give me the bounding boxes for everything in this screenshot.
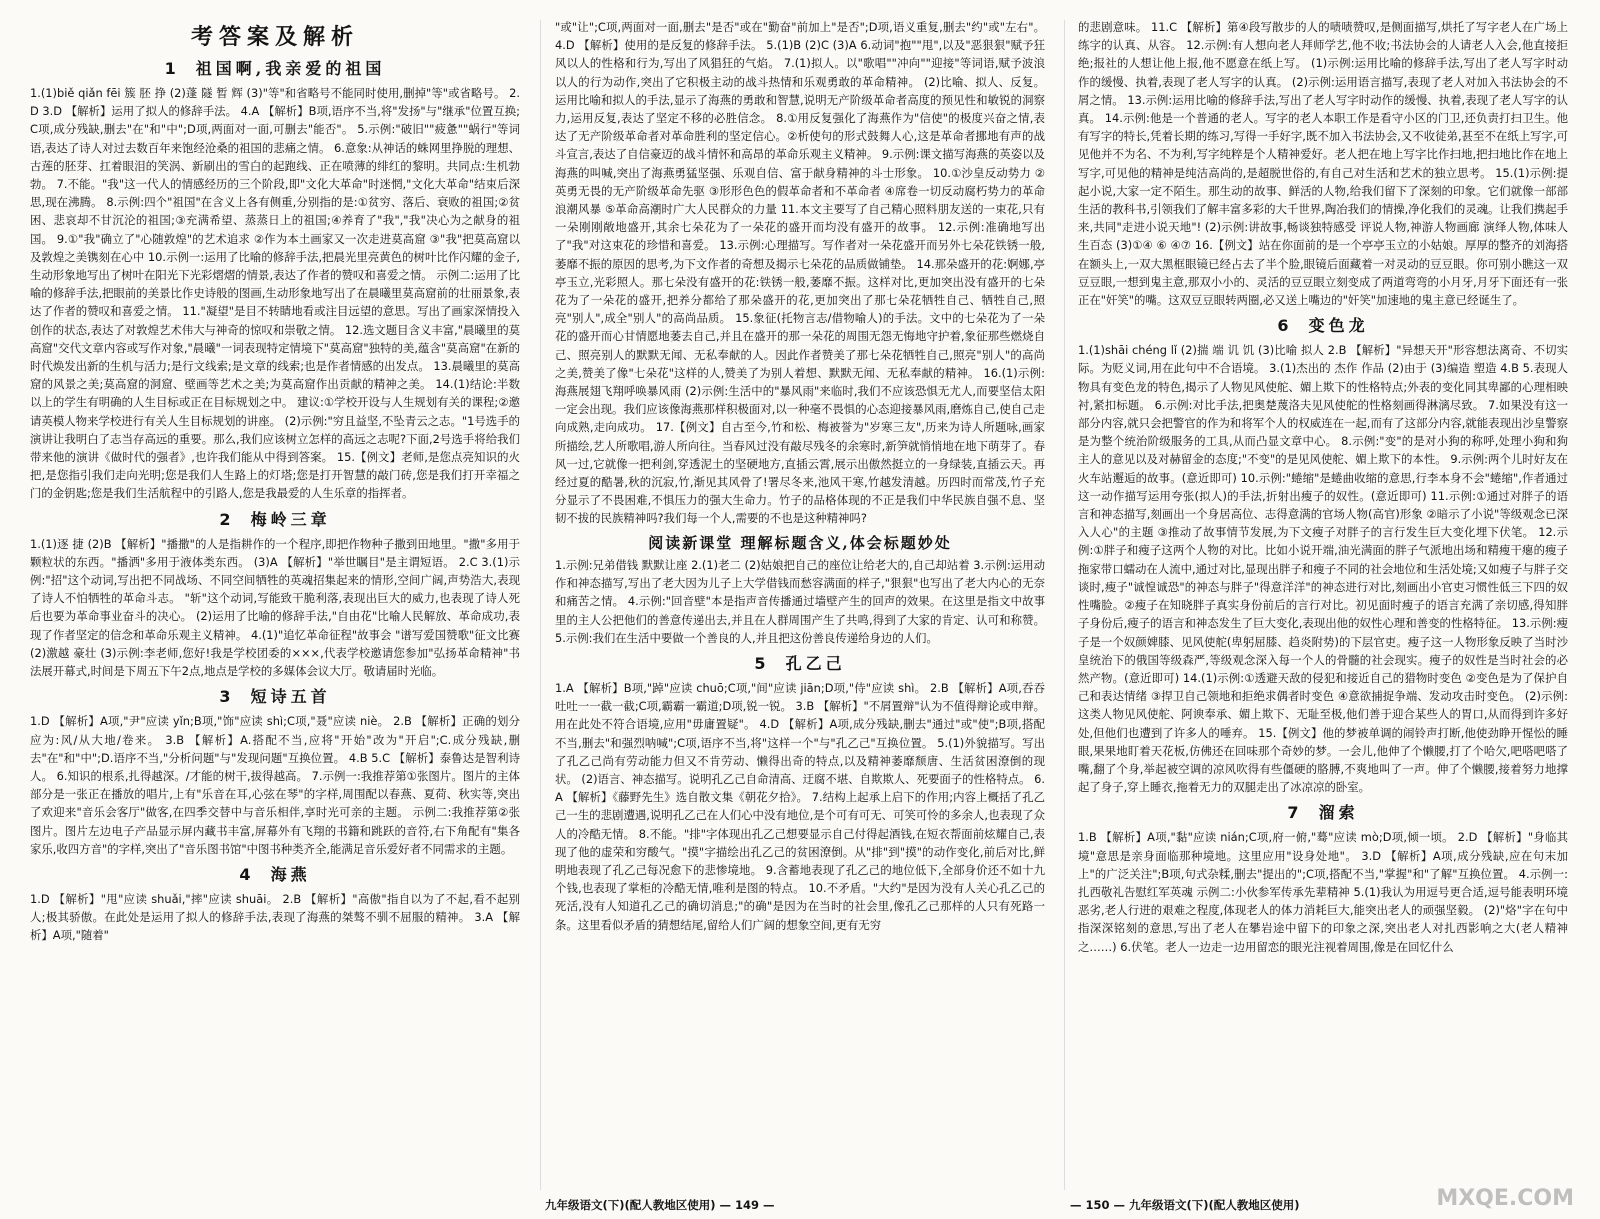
section-2-answers: 1.(1)逐 捷 (2)B 【解析】"播撒"的人是指耕作的一个程序,即把作物种子撒到田地里。"撒"多用于颗粒状的东西。"播洒"多用于液体类东西。 (3)A 【解析】"举世瞩目"是主谓短语。 2.C 3.(1)示例:"招"这个动词,写出把不同战场、不同空间牺牲的英魂招集起来的情形,空间广阔,声势浩大,表现了诗人不怕牺牲的革命斗志。 "斩"这个动词,写能致干脆利落,表现出巨大的威力,也表现了诗人死后也要为革命事业奋斗的决心。 (2)运用了比喻的修辞手法,"自由花"比喻人民解放、革命成功,表现了作者坚定的信念和革命乐观主义精神。 4.(1)"追忆革命征程"故事会 "谱写爱国赞歌"征文比赛 (2)激越 豪壮 (3)示例:李老师,您好!我是学校团委的×××,代表学校邀请您参加"弘扬革命精神"书法展开幕式,时间是下周五下午2点,地点是学校的多媒体会议大厅。敬请届时光临。: [30, 536, 520, 679]
section-4-answers: 1.D 【解析】"甩"应读 shuǎi,"摔"应读 shuāi。 2.B 【解析】"高傲"指自以为了不起,看不起别人;极其骄傲。在此处是运用了拟人的修辞手法,表现了海燕的桀骜不驯不屈服的精神。 3.A 【解析】A项,"随着": [30, 891, 520, 943]
section-6-answers: 1.(1)shāi chéng lǐ (2)揣 端 讥 饥 (3)比喻 拟人 2.B 【解析】"异想天开"形容想法离奇、不切实际。为贬义词,用在此句中不合语境。 3.(1)杰出的 杰作 作品 (2)由于 (3)编造 塑造 4.B 5.表现人物具有变色龙的特色,揭示了人物见风使舵、媚上欺下的性格特点;外表的变化同其卑鄙的心理相映衬,紧扣标题。 6.示例:对比手法,把奥楚蔑洛夫见风使舵的性格刻画得淋漓尽致。 7.如果没有这一部分内容,就只会把警官的作为和将军个人的权威连在一起,而有了这部分内容,就能表现出沙皇警察是为整个统治阶级服务的工具,从而凸显文章中心。 8.示例:"变"的是对小狗的称呼,处理小狗和狗主人的意见以及对赫留金的态度;"不变"的是见风使舵、媚上欺下的本性。 9.示例:两个儿时好友在火车站邂逅的故事。(意近即可) 10.示例:"蜷缩"是蜷曲收缩的意思,行李本身不会"蜷缩",作者通过这一动作描写运用夸张(拟人)的手法,折射出瘦子的奴性。(意近即可) 11.示例:①通过对胖子的语言和神态描写,刻画出一个身居高位、志得意满的官场人物(高官)形象 ②暗示了小说"等级观念已深入人心"的主题 ③推动了故事情节发展,为下文瘦子对胖子的言行发生巨大变化埋下伏笔。 12.示例:①胖子和瘦子这两个人物的对比。比如小说开端,油光满面的胖子气派地出场和精瘦干瘪的瘦子拖家带口蠕动在人流中,通过对比,显现出胖子和瘦子不同的社会地位和生活处境;又如瘦子与胖子交谈时,瘦子"诚惶诚恐"的神态与胖子"得意洋洋"的神态进行对比,刻画出小官吏习惯性低三下四的奴性嘴脸。②瘦子在知晓胖子真实身份前后的言行对比。初见面时瘦子的语言充满了亲切感,得知胖子身份后,瘦子的语言和神态发生了巨大变化,表现出他的奴性心理和善变的性格特征。 13.示例:瘦子是一个奴颜婢膝、见风使舵(卑躬屈膝、趋炎附势)的下层官吏。瘦子这一人物形象反映了当时沙皇统治下的俄国等级森严,等级观念深入每一个人的骨髓的社会现实。瘦子的奴性是当时社会的必然产物。(意近即可) 14.(1)示例:①透避天敌的侵犯和接近自己的猎物时变色 ②变色是为了保护自己和表达情绪 ③捍卫自己领地和拒绝求偶者时变色 ④意欲捕捉争端、发动攻击时变色。 (2)示例:这类人物见风使舵、阿谀奉承、媚上欺下、无耻至极,他们善于迎合某些人的胃口,从而得到许多好处,但他们也遭到了许多人的唾弃。 15.【例文】他的梦被单调的闹铃声打断,他使劲睁开惺忪的睡眼,果果地盯着天花板,仿佛还在回味那个奇妙的梦。一会儿,他伸了个懒腰,打了个哈欠,吧嗒吧嗒了嘴,翻了个身,举起被空调的凉风吹得有些僵硬的胳膊,不爽地叫了一声。伸了个懒腰,接着努力地撑起了身子,穿上睡衣,拖着无力的双腿走出了冰凉凉的卧室。: [1078, 343, 1568, 795]
section-5-answers-cont: 的悲剧意味。 11.C 【解析】第④段写散步的人的啧啧赞叹,是侧面描写,烘托了写字老人在广场上练字的认真、从容。 12.示例:有人想向老人拜师学艺,他不收;书法协会的人请老人入会,他直接拒绝;报社的人想让他上报,他不愿意在纸上写。 (1)示例:运用比喻的修辞手法,写出了老人写字时动作的缓慢、执着,表现了老人写字的认真。 (2)示例:运用语言描写,表现了老人对加入书法协会的不屑之情。 13.示例:运用比喻的修辞手法,写出了老人写字时动作的缓慢、执着,表现了老人写字的认真。 14.示例:他是一个普通的老人。写字的老人本职工作是看守小区的门卫,还负责打扫卫生。他有写字的特长,凭着长期的练习,写得一手好字,既不加入书法协会,又不收徒弟,甚至不在纸上写字,可见他并不为名、不为利,写字纯粹是个人精神爱好。老人把在地上写字比作扫地,把扫地比作在地上写字,可见他的精神是纯洁高尚的,是超脱世俗的,有自己对生活和艺术的独立思考。 15.(1)示例:提起小说,大家一定不陌生。那生动的故事、鲜活的人物,给我们留下了深刻的印象。它们就像一部部生活的教科书,引领我们了解丰富多彩的大千世界,陶冶我们的情操,净化我们的灵魂。让我们携起手来,共同"走进小说天地"! (2)示例:讲故事,畅谈独特感受 评说人物,神游人物画廊 演绎人物,体味人生百态 (3)①④ ⑥ ④⑦ 16.【例文】站在你面前的是一个亭亭玉立的小姑娘。厚厚的整齐的刘海搭在额头上,一双大黑框眼镜已经占去了半个脸,眼镜后面藏着一对灵动的豆豆眼。你可别小瞧这一双豆豆眼,一想到鬼主意,那双小小的、灵活的豆豆眼立刻变成了两道弯弯的小月牙,月牙下面还有一张正在"奸笑"的嘴。这双豆豆眼转两圈,必又送上嘴边的"奸笑"加速地的鬼主意已经诞生了。: [1078, 20, 1568, 308]
section-4-answers-cont: "或"让";C项,两面对一面,删去"是否"或在"勤奋"前加上"是否";D项,语义重复,删去"约"或"左右"。 4.D 【解析】使用的是反复的修辞手法。 5.(1)B (2)C (3)A 6.动词"抱""甩",以及"恶狠狠"赋予狂风以人的性格和行为,写出了风猖狂的气焰。 7.(1)拟人。以"歌唱""冲向""迎接"等词语,赋予波浪以人的行为动作,突出了它积极主动的战斗热情和乐观勇敢的革命精神。 (2)比喻、拟人、反复。运用比喻和拟人的手法,显示了海燕的勇敢和智慧,说明无产阶级革命者高度的预见性和敏锐的洞察力,运用反复,表达了坚定不移的必胜信念。 8.①用反复强化了海燕作为"信使"的极度兴奋之情,表达了无产阶级革命者对革命胜利的坚定信心。②析使句的形式鼓舞人心,这是革命者挪地有声的战斗宣言,表达了自信豪迈的战斗情怀和高昂的革命乐观主义精神。 9.示例:课文描写海燕的英姿以及海燕的叫喊,突出了海燕勇猛坚强、乐观自信、富于献身精神的斗士形象。 10.①沙皇反动势力 ②英勇无畏的无产阶级革命先驱 ③形形色色的假革命者和不革命者 ④席卷一切反动腐朽势力的革命浪潮风暴 ⑤革命高潮时广大人民群众的力量 11.本文主要写了自己精心照料朋友送的一束花,只有一朵刚刚敞地盛开,其余七朵花为了一朵花的盛开而均没有盛开的故事。 12.示例:准确地写出了"我"对这束花的珍惜和喜爱。 13.示例:心理描写。写作者对一朵花盛开而另外七朵花铁锈一般,萎靡不振的原因的思考,为下文作者的奇想及揭示七朵花的品质做铺垫。 14.那朵盛开的花:婀娜,亭亭玉立,光彩照人。那七朵没有盛开的花:铁锈一般,萎靡不振。这样对比,更加突出没有盛开的七朵花为了一朵花的盛开,把养分都给了那朵盛开的花,更加突出了那七朵花牺牲自己、牺牲自己,照亮"别人",成全"别人"的高尚品质。 15.象征(托物言志/借物喻人)的手法。文中的七朵花为了一朵花的盛开而心甘情愿地萎去自己,并且在盛开的那一朵花的周围无怨无悔地守护着,象征那些燃烧自己、照亮别人的默默无闻、无私奉献的人。因此作者赞美了那七朵花牺牲自己,照亮"别人"的高尚之美,赞美了像"七朵花"这样的人,赞美了为别人着想、默默无闻、无私奉献的精神。 16.(1)示例:海燕展翅飞翔呼唤暴风雨 (2)示例:生活中的"暴风雨"来临时,我们不应该恐惧无尤人,而要坚信太阳一定会出现。我们应该像海燕那样积极面对,以一种毫不畏惧的心态迎接暴风雨,磨炼自己,使自己走向成熟,走向成功。 17.【例文】自古至今,竹和松、梅被誉为"岁寒三友",历来为诗人所题咏,画家所描绘,艺人所歌唱,游人所向往。当春风过没有敲尽残冬的余寒时,新笋就悄悄地在地下萌芽了。春风一过,它就像一把利剑,穿透泥土的坚硬地方,直插云霄,展示出傲然挺立的一身绿装,直插云天。再经过夏的酷暑,秋的沉寂,竹,渐见其风骨了!署尽冬来,池风干寒,竹越发清越。历四时而常茂,竹子充分显示了不畏困难,不惧压力的强大生命力。竹子的品格体现的不正是我们中华民族自强不息、坚韧不拔的民族精神吗?我们每一个人,需要的不也是这种精神吗?: [555, 20, 1045, 526]
reading-answers: 1.示例:兄弟借钱 默默让座 2.(1)老二 (2)姑娘把自己的座位让给老大的,自己却站着 3.示例:运用动作和神态描写,写出了老大因为儿子上大学借钱而愁容满面的样子,"狠狠"也写出了老大内心的无奈和痛苦之情。 4.示例:"回音壁"本是指声音传播通过墙壁产生的回声的效果。在这里是指文中故事里的主人公把他们的善意传递出去,并且在人群周围产生了共鸣,得到了大家的肯定、认可和称赞。 5.示例:我们在生活中要做一个善良的人,并且把这份善良传递给身边的人们。: [555, 557, 1045, 645]
section-heading-3: 3 短诗五首: [219, 687, 331, 707]
section-5-answers: 1.A 【解析】B项,"踔"应读 chuō;C项,"间"应读 jiān;D项,"侍"应读 shì。 2.B 【解析】A项,吞吞吐吐一一截一截;C项,霸霸一霸道;D项,锐一锐。 3.B 【解析】"不屑置辩"认为不值得辩论或申辩。用在此处不符合语境,应用"毋庸置疑"。 4.D 【解析】A项,成分残缺,删去"通过"或"使";B项,搭配不当,删去"和强烈呐喊";C项,语序不当,将"这样一个"与"孔乙己"互换位置。 5.(1)外貌描写。写出了孔乙己尚有劳动能力但又不肯劳动、懒得出奇的特点,以及精神萎靡颓唐、生活贫困潦倒的现状。 (2)语言、神态描写。说明孔乙己自命清高、迂腐不堪、自欺欺人、死要面子的性格特点。 6.A 【解析】《藤野先生》选自散文集《朝花夕拾》。 7.结构上起承上启下的作用;内容上概括了孔乙己一生的悲剧遭遇,说明孔乙己在人们心中没有地位,是个可有可无、可笑可怜的多余人,也表现了众人的冷酷无情。 8.不能。"排"字体现出孔乙己想要显示自己付得起酒钱,在短衣帮面前炫耀自己,表现了他的虚荣和穷酸气。"摸"字描绘出孔乙己的贫困潦倒。从"排"到"摸"的动作变化,前后对比,鲜明地表现了孔乙己每况愈下的悲惨境地。 9.含蓄地表现了孔乙己的地位低下,全部身价还不如十九个钱,也表现了掌柜的冷酷无情,唯利是图的特点。 10.不矛盾。"大约"是因为没有人关心孔乙己的死活,没有人知道孔乙己的确切消息;"的确"是因为在当时的社会里,像孔乙己那样的人只有死路一条。这里看似矛盾的猜想结尾,留给人们广阔的想象空间,更有无穷: [555, 680, 1045, 932]
column-middle: [555, 18, 1045, 1188]
reading-band-heading: 阅读新课堂 理解标题含义,体会标题妙处: [648, 533, 952, 552]
page-title: 考答案及解析: [190, 24, 359, 50]
column-divider: [540, 20, 541, 1190]
section-heading-6: 6 变色龙: [1277, 316, 1369, 336]
watermark-logo: MXQE.COM: [1436, 1186, 1574, 1211]
footer-right: — 150 — 九年级语文(下)(配人教地区使用): [1070, 1198, 1300, 1212]
section-1-answers: 1.(1)biě qiǎn fēi 簇 胚 挣 (2)蓬 隧 暂 辉 (3)"等"和省略号不能同时使用,删掉"等"或省略号。 2.D 3.D 【解析】运用了拟人的修辞手法。 4.A 【解析】B项,语序不当,将"发扬"与"继承"位置互换;C项,成分残缺,删去"在"和"中";D项,两面对一面,可删去"能否"。 5.示例:"破旧""疲惫""蜗行"等词语,表达了诗人对过去数百年来饱经沧桑的祖国的悲痛之情。 6.意象:从神话的蛛网里挣脱的理想、古莲的胚芽、扛着眼泪的笑涡、新刷出的雪白的起跑线、正在喷薄的绯红的黎明。共同点:生机勃勃。 7.不能。"我"这一代人的情感经历的三个阶段,即"文化大革命"时迷惘,"文化大革命"结束后深思,现在沸腾。 8.示例:四个"祖国"在含义上各有侧重,分别指的是:①贫穷、落后、衰败的祖国;②贫困、悲哀却不甘沉沦的祖国;③充满希望、蒸蒸日上的祖国;④养育了"我","我"决心为之献身的祖国。 9.①"我"确立了"心随敦煌"的艺术追求 ②作为本土画家又一次走进莫高窟 ③"我"把莫高窟以及敦煌之美镌刻在心中 10.示例一:运用了比喻的修辞手法,把晨光里亮黄色的树叶比作闪耀的金子,生动形象地写出了树叶在阳光下光彩熠熠的情景,表达了作者的赞叹和喜爱之情。 示例二:运用了比喻的修辞手法,把眼前的美景比作史诗般的图画,生动形象地写出了在晨曦里莫高窟前的壮丽景象,表达了作者的赞叹和喜爱之情。 11."凝望"是目不转睛地看或注目远望的意思。写出了画家深情投入创作的状态,表达了对敦煌艺术伟大与神奇的惊叹和崇敬之情。 12.选文题目含义丰富,"晨曦里的莫高窟"交代文章内容或写作对象,"晨曦"一词表现特定情境下"莫高窟"独特的美,蕴含"莫高窟"在新的时代焕发出新的生机与活力;是行文线索;是文章的线索;也是作者情感的出发点。 13.晨曦里的莫高窟的风景之美;莫高窟的洞窟、壁画等艺术之美;为莫高窟作出贡献的精神之美。 14.(1)结论:半数以上的学生有明确的人生目标或正在目标规划之中。 建议:①学校开设与人生规划有关的课程;②邀请英模人物来学校进行有关人生目标规划的讲座。 (2)示例:"穷且益坚,不坠青云之志。"1号选手的演讲让我明白了志当存高远的重要。那么,我们应该树立怎样的高远之志呢?下面,2号选手将给我们带来他的演讲《做时代的强者》,也许我们能从中得到答案。 15.【例文】老师,是您点亮知识的火把,是您指引我们走向光明;您是我们人生路上的灯塔;您是打开智慧的敲门砖,您是我们打开幸福之门的金钥匙;您是我们生活航程中的引路人,您是我最爱的人生乐章的指挥者。: [30, 86, 520, 501]
footer-left: 九年级语文(下)(配人教地区使用) — 149 —: [545, 1198, 775, 1212]
section-7-answers: 1.B 【解析】A项,"黏"应读 nián;C项,府一俯,"蓦"应读 mò;D项,倾一顷。 2.D 【解析】"身临其境"意思是亲身面临那种境地。这里应用"设身处地"。 3.D 【解析】A项,成分残缺,应在句末加上"的广泛关注";B项,句式杂糅,删去"提出的";C项,搭配不当,"掌握"和"了解"互换位置。 4.示例一:扎西敬礼告慰红军英魂 示例二:小伙参军传承先辈精神 5.(1)我认为用逗号更合适,逗号能表明环境恶劣,老人行进的艰难之程度,体现老人的体力消耗巨大,能突出老人的顽强坚毅。 (2)"烙"字在句中指深深铭刻的意思,写出了老人在攀岩途中留下的印象之深,突出老人对扎西影响之大(老人精神之……) 6.伏笔。老人一边走一边用留恋的眼光注视着周围,像是在回忆什么: [1078, 830, 1568, 954]
column-divider: [1064, 20, 1065, 1190]
section-heading-1: 1 祖国啊,我亲爱的祖国: [164, 59, 386, 78]
section-heading-2: 2 梅岭三章: [219, 509, 331, 529]
section-3-answers: 1.D 【解析】A项,"尹"应读 yǐn;B项,"饰"应读 shì;C项,"聂"应读 niè。 2.B 【解析】正确的划分应为:风/从大地/卷来。 3.B 【解析】A.搭配不当,应将"开始"改为"开启";C.成分残缺,删去"在"和"中";D.语序不当,"分析问题"与"发现问题"互换位置。 4.B 5.C 【解析】泰鲁达是智利诗人。 6.知识的根系,扎得越深。/才能的树干,拔得越高。 7.示例一:我推荐第①张图片。图片的主体部分是一张正在播放的唱片,上有"乐音在耳,心弦在琴"的字样,周围配以春燕、夏荷、秋实等,突出了欢迎来"音乐会客厅"做客,在四季交替中与音乐相伴,享时光可亲的主题。 示例二:我推荐第②张图片。图片左边电子产品显示屏内藏书丰富,屏幕外有飞翔的书籍和跳跃的音符,右下角配有"集各家乐,收四方音"的字样,突出了"音乐图书馆"中图书种类齐全,能满足音乐爱好者不同需求的主题。: [30, 714, 520, 856]
column-left: [30, 18, 520, 1188]
section-heading-7: 7 溜索: [1287, 803, 1359, 823]
section-heading-5: 5 孔乙己: [754, 653, 846, 673]
section-heading-4: 4 海燕: [239, 864, 311, 884]
column-right: [1078, 18, 1568, 1188]
